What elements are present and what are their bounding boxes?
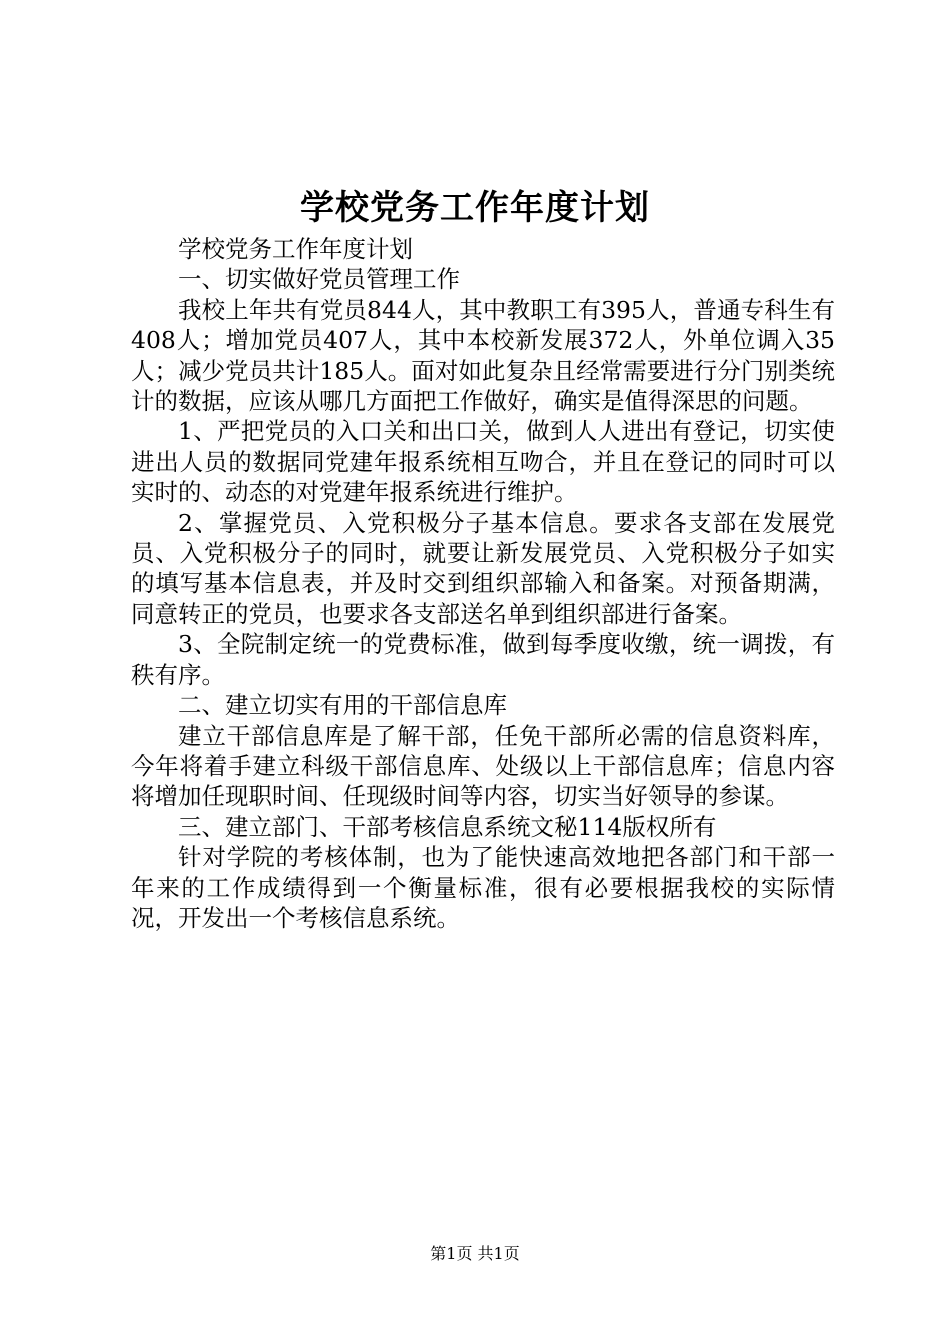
section-heading-1: 一、切实做好党员管理工作 [178, 265, 460, 294]
document-title: 学校党务工作年度计划 [300, 188, 650, 228]
paragraph: 针对学院的考核体制，也为了能快速高效地把各部门和干部一年来的工作成绩得到一个衡量标准，很有必要根据我校的实际情况，开发出一个考核信息系统。 [131, 843, 835, 932]
document-body [131, 234, 835, 933]
paragraph: 我校上年共有党员844人，其中教职工有395人，普通专科生有408人；增加党员407人，其中本校新发展372人，外单位调入35人；减少党员共计185人。面对如此复杂且经常需要进行分门别类统计的数据，应该从哪几方面把工作做好，确实是值得深思的问题。 [131, 295, 835, 416]
section-heading-2: 二、建立切实有用的干部信息库 [178, 691, 507, 720]
paragraph: 建立干部信息库是了解干部，任免干部所必需的信息资料库，今年将着手建立科级干部信息库、处级以上干部信息库；信息内容将增加任现职时间、任现级时间等内容，切实当好领导的参谋。 [131, 721, 835, 811]
paragraph: 1、严把党员的入口关和出口关，做到人人进出有登记，切实使进出人员的数据同党建年报系统相互吻合，并且在登记的同时可以实时的、动态的对党建年报系统进行维护。 [131, 417, 835, 507]
paragraph: 2、掌握党员、入党积极分子基本信息。要求各支部在发展党员、入党积极分子的同时，就要让新发展党员、入党积极分子如实的填写基本信息表，并及时交到组织部输入和备案。对预备期满，同意转正的党员，也要求各支部送名单到组织部进行备案。 [131, 508, 835, 628]
paragraph: 3、全院制定统一的党费标准，做到每季度收缴，统一调拨，有秩有序。 [131, 630, 835, 689]
paragraph-doc-heading: 学校党务工作年度计划 [178, 235, 413, 263]
section-heading-3: 三、建立部门、干部考核信息系统文秘114版权所有 [178, 812, 717, 841]
page-footer: 第1页 共1页 [430, 1244, 520, 1263]
